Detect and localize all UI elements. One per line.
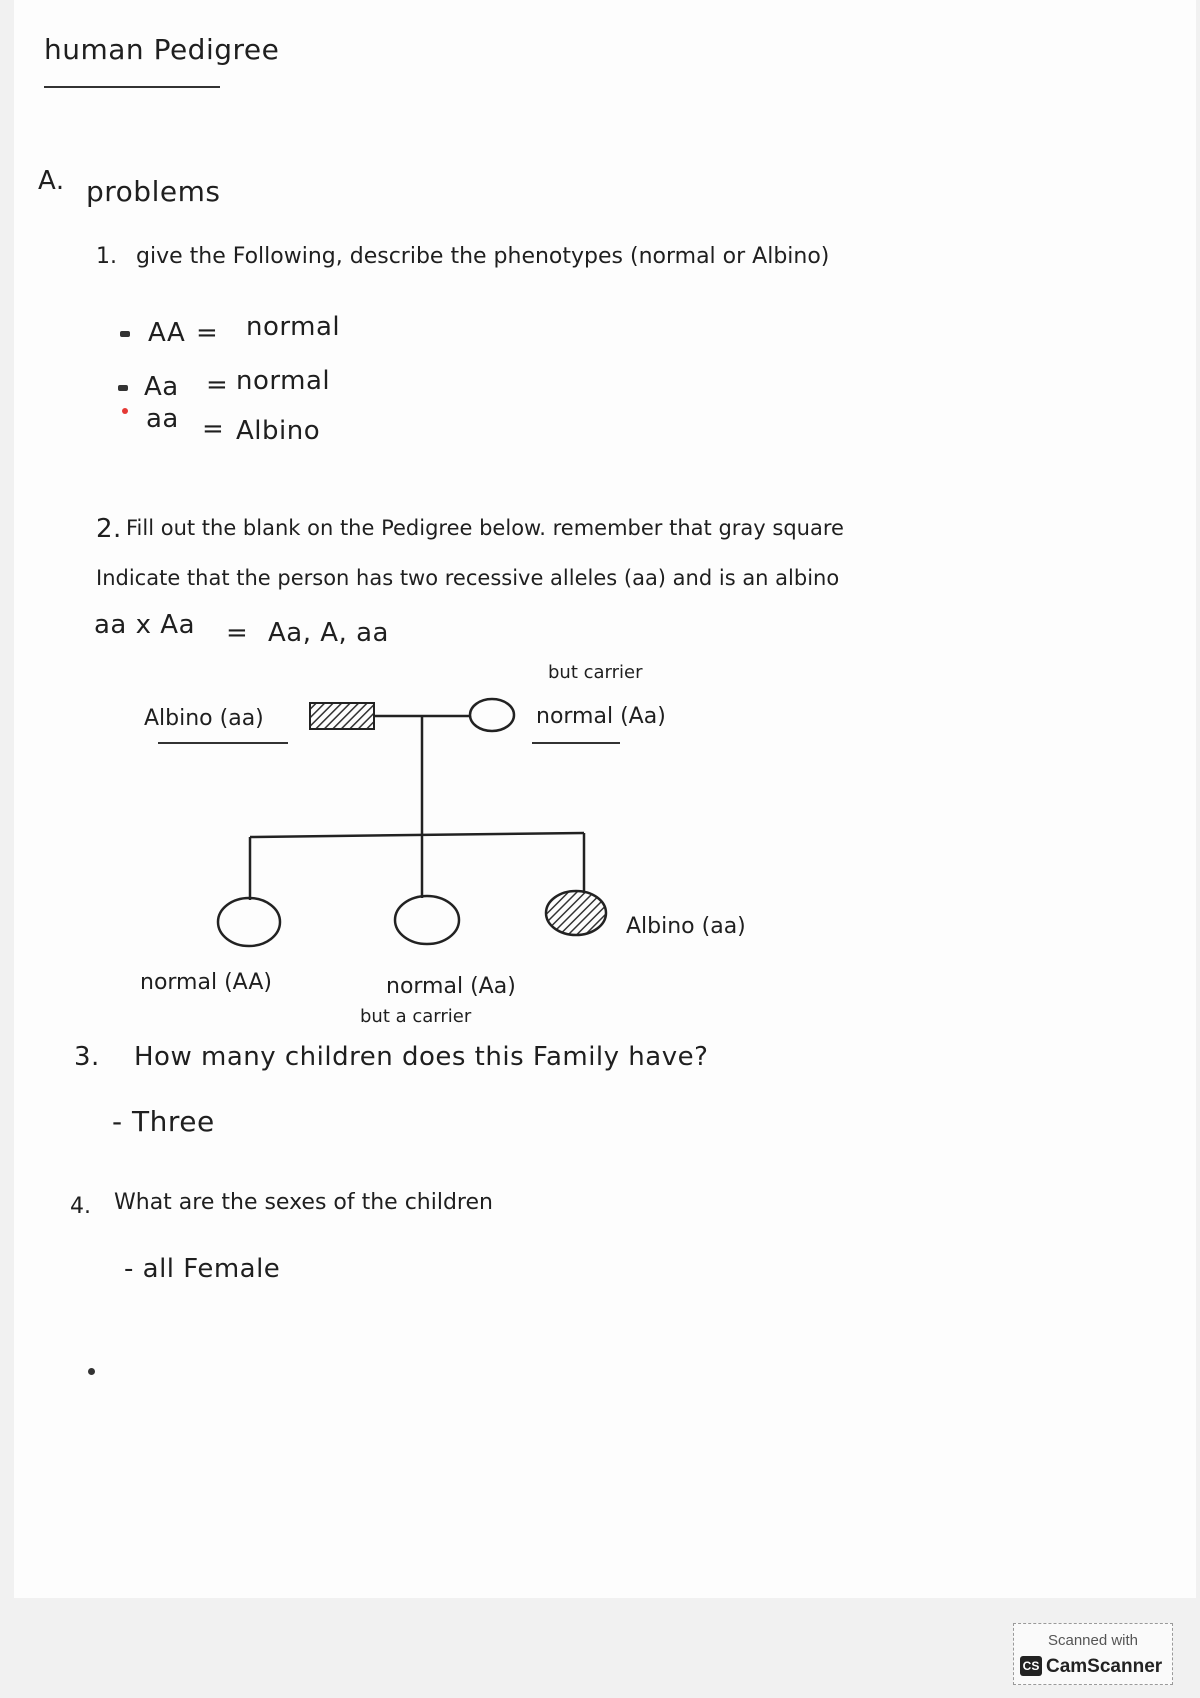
q3-question: How many children does this Family have? <box>134 1042 709 1072</box>
child3-label: Albino (aa) <box>626 914 746 939</box>
child3-circle-affected <box>546 891 606 935</box>
q2-number: 2. <box>96 514 122 544</box>
q1-row1-phenotype: normal <box>246 312 341 342</box>
child2-label: normal (Aa) <box>386 974 516 999</box>
father-label-underline <box>158 742 288 744</box>
q1-row2-phenotype: normal <box>236 366 331 396</box>
q1-number: 1. <box>96 244 117 269</box>
father-square <box>310 703 374 729</box>
page-title: human Pedigree <box>44 33 280 66</box>
q1-row2-genotype: Aa <box>144 372 179 402</box>
mother-label-underline <box>532 742 620 744</box>
q4-number: 4. <box>70 1194 91 1219</box>
section-letter: A. <box>38 166 65 196</box>
q2-result: Aa, A, aa <box>268 618 389 648</box>
camscanner-watermark <box>1013 1623 1173 1685</box>
mother-label-note: but carrier <box>548 662 643 683</box>
watermark-brand: CamScanner <box>1046 1656 1163 1677</box>
section-heading: problems <box>86 175 221 208</box>
q3-number: 3. <box>74 1042 100 1072</box>
child1-circle <box>218 898 280 946</box>
sibship-line <box>250 833 584 837</box>
watermark-caption: Scanned with <box>1047 1632 1139 1649</box>
child1-label: normal (AA) <box>140 970 272 995</box>
camscanner-logo-icon: CS <box>1020 1656 1042 1676</box>
father-label: Albino (aa) <box>144 706 264 731</box>
q1-row1-eq: = <box>196 318 219 348</box>
q2-line1: Fill out the blank on the Pedigree below. remember that gray square <box>126 516 844 540</box>
q4-answer: - all Female <box>124 1254 281 1284</box>
q1-row2-eq: = <box>206 370 229 400</box>
q2-line2: Indicate that the person has two recessive alleles (aa) and is an albino <box>96 566 840 590</box>
q1-row3-phenotype: Albino <box>236 416 321 446</box>
ink-speck <box>88 1368 95 1375</box>
child2-circle <box>395 896 459 944</box>
q1-row1-genotype: AA <box>148 318 186 348</box>
child2-note: but a carrier <box>360 1006 472 1027</box>
q2-cross: aa x Aa <box>94 610 195 640</box>
mother-label: normal (Aa) <box>536 704 666 729</box>
q1-row3-genotype: aa <box>146 404 179 434</box>
q4-question: What are the sexes of the children <box>114 1190 493 1215</box>
mother-circle <box>470 699 514 731</box>
q1-row3-eq: = <box>202 414 225 444</box>
q1-prompt: give the Following, describe the phenotypes (normal or Albino) <box>136 244 830 269</box>
q3-answer: - Three <box>112 1105 215 1138</box>
q2-eq: = <box>226 618 249 648</box>
